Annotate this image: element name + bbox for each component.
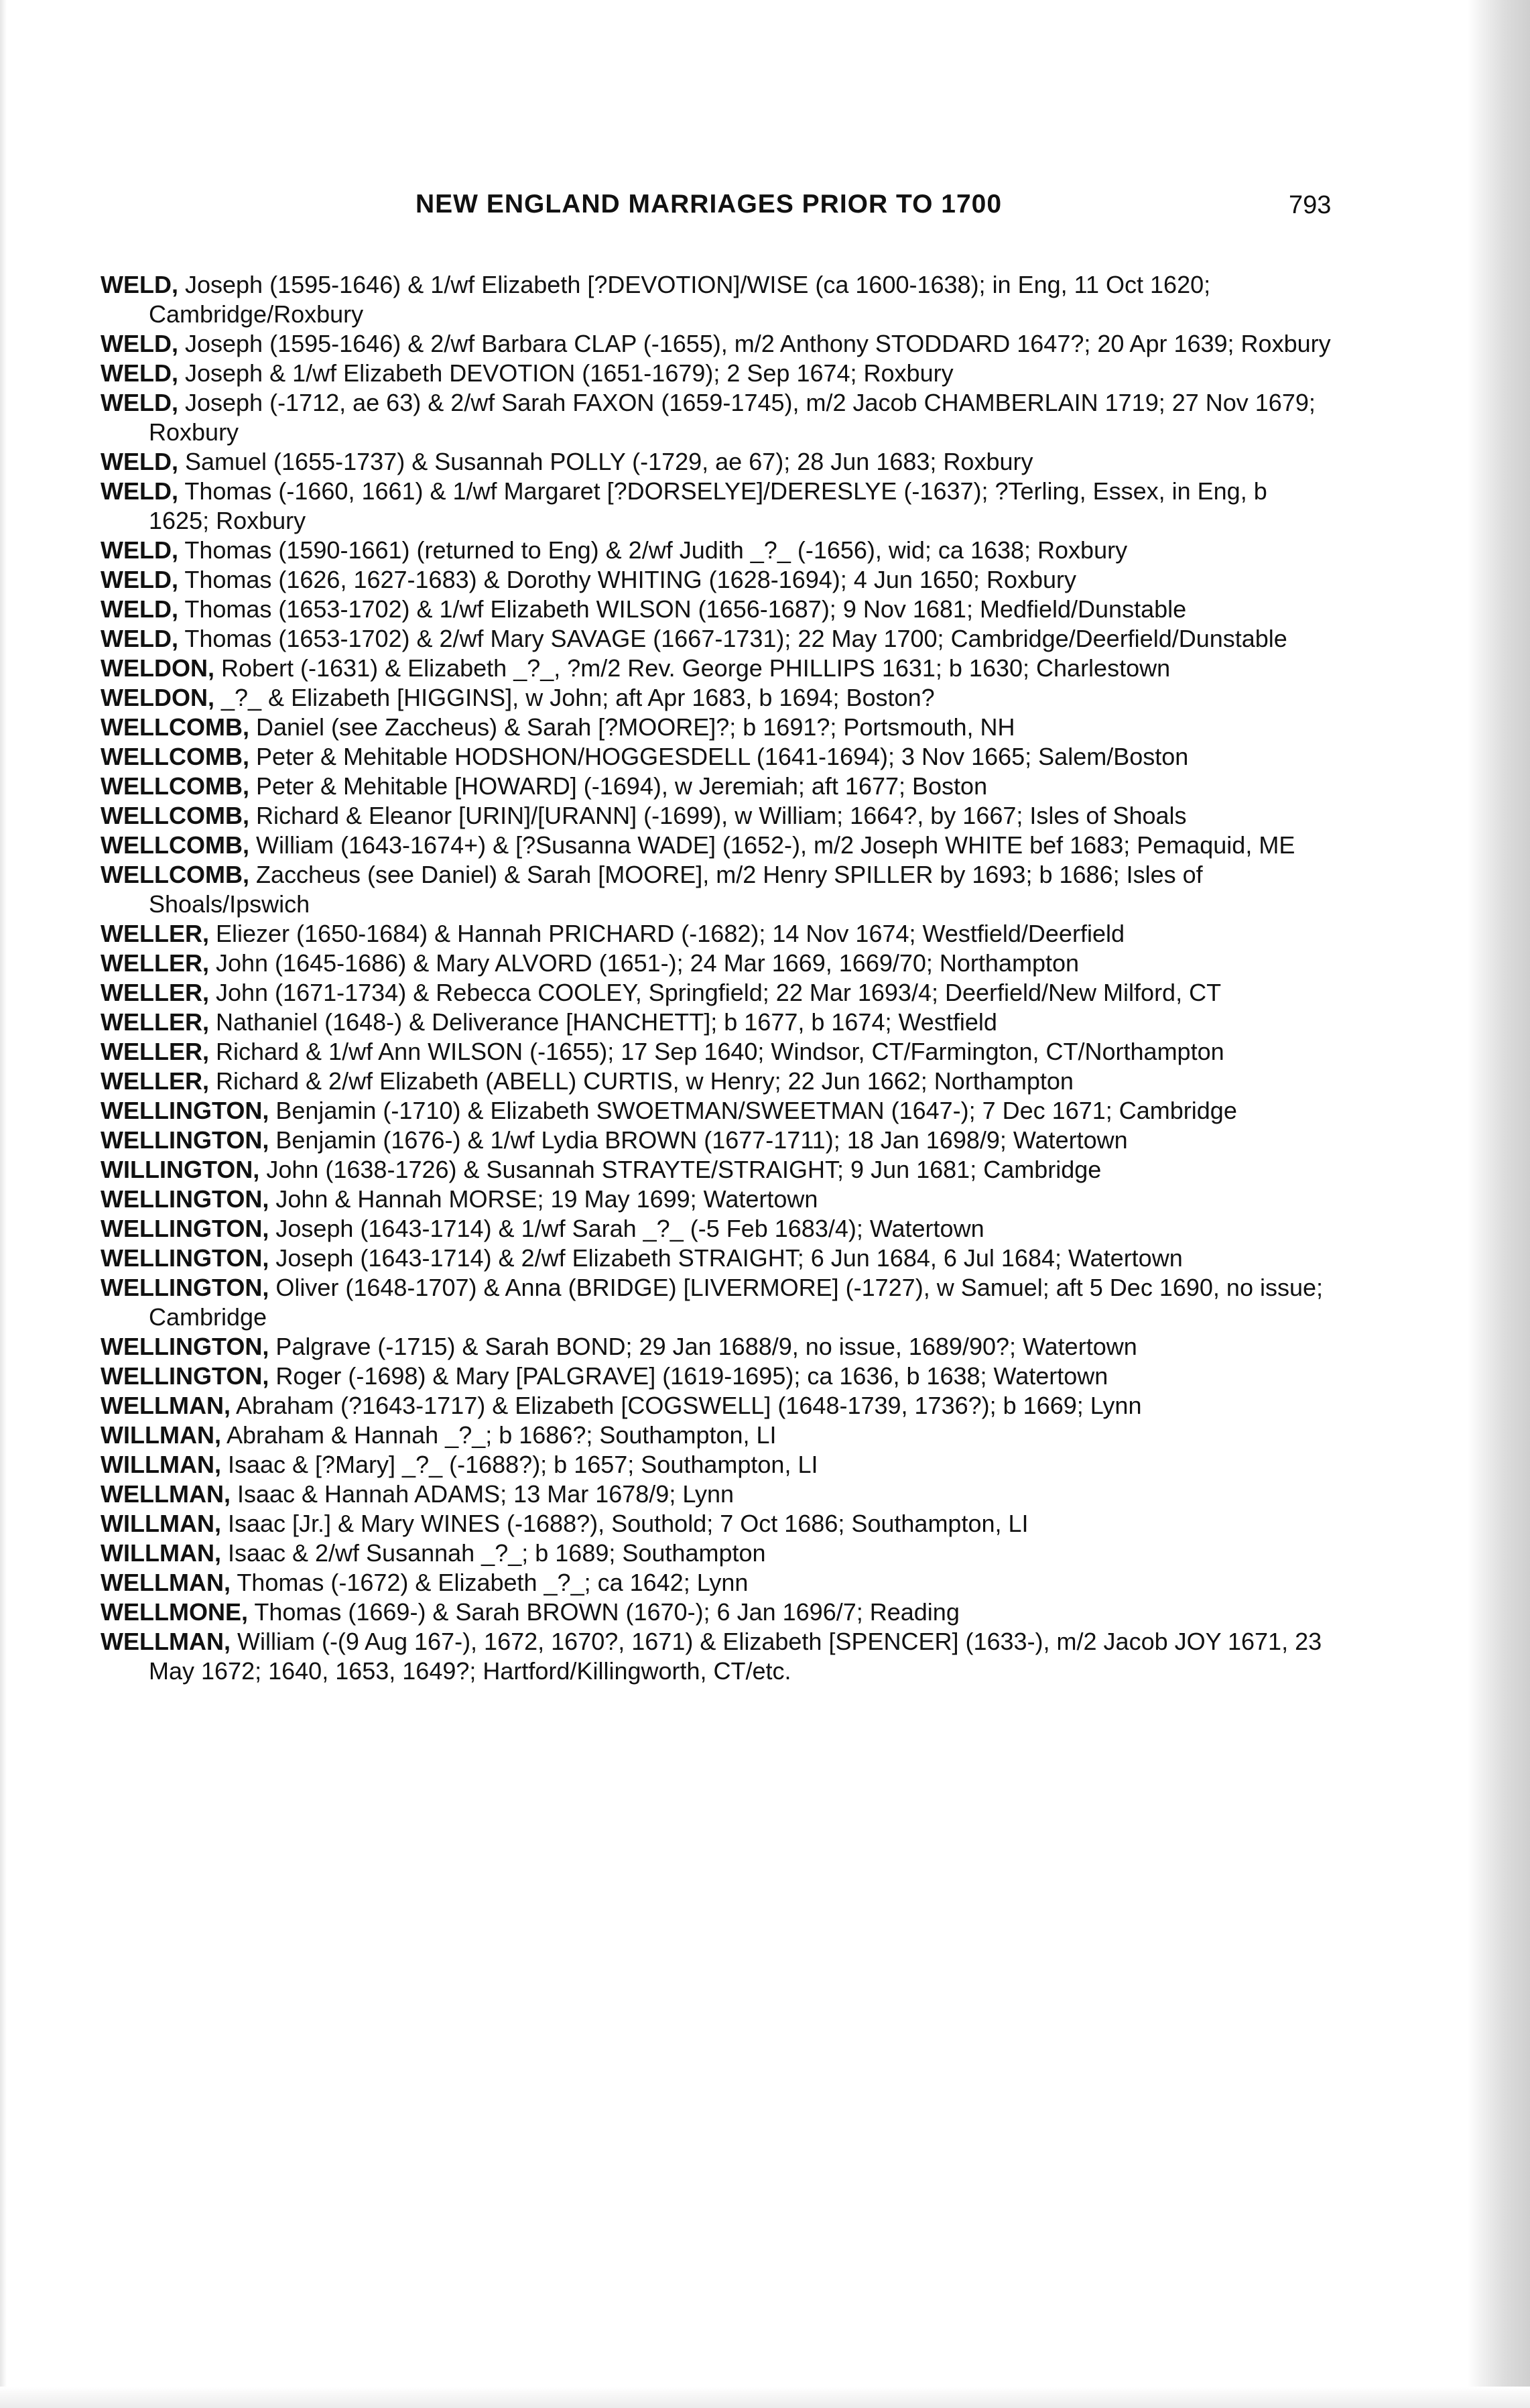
entry-surname: WILLMAN, <box>101 1421 221 1449</box>
marriage-entry <box>101 1568 1332 1598</box>
entry-details: Zaccheus (see Daniel) & Sarah [MOORE], m/2 Henry SPILLER by 1693; b 1686; Isles of Shoals/Ipswich <box>149 861 1203 918</box>
entry-surname: WELLCOMB, <box>101 772 249 800</box>
entry-surname: WELLMAN, <box>101 1569 231 1596</box>
marriage-entry <box>101 595 1332 624</box>
marriage-entry <box>101 1421 1332 1450</box>
marriage-entry <box>101 949 1332 978</box>
marriage-entry <box>101 477 1332 536</box>
entry-details: Benjamin (-1710) & Elizabeth SWOETMAN/SWEETMAN (1647-); 7 Dec 1671; Cambridge <box>269 1097 1237 1124</box>
entry-details: Thomas (1653-1702) & 2/wf Mary SAVAGE (1667-1731); 22 May 1700; Cambridge/Deerfield/Dunstable <box>178 625 1287 652</box>
entry-details: Thomas (1590-1661) (returned to Eng) & 2/wf Judith _?_ (-1656), wid; ca 1638; Roxbury <box>178 536 1128 564</box>
entry-details: Palgrave (-1715) & Sarah BOND; 29 Jan 1688/9, no issue, 1689/90?; Watertown <box>269 1333 1137 1360</box>
marriage-entry <box>101 978 1332 1008</box>
entry-details: Thomas (-1672) & Elizabeth _?_; ca 1642; Lynn <box>230 1569 749 1596</box>
marriage-entry <box>101 1332 1332 1362</box>
running-head-title: NEW ENGLAND MARRIAGES PRIOR TO 1700 <box>416 190 1003 219</box>
marriage-entry <box>101 1037 1332 1067</box>
marriage-entry <box>101 1450 1332 1480</box>
entry-surname: WELLER, <box>101 920 209 947</box>
entry-surname: WELLCOMB, <box>101 831 249 859</box>
entry-details: William (-(9 Aug 167-), 1672, 1670?, 1671) & Elizabeth [SPENCER] (1633-), m/2 Jacob JOY 1671, 23 May 1672; 1640, 1653, 1649?; Hartford/Killingworth, CT/etc. <box>149 1628 1322 1685</box>
entry-surname: WELLCOMB, <box>101 802 249 829</box>
entry-details: Isaac & 2/wf Susannah _?_; b 1689; Southampton <box>220 1539 766 1567</box>
marriage-entry <box>101 801 1332 831</box>
marriage-entry <box>101 683 1332 713</box>
entry-details: Daniel (see Zaccheus) & Sarah [?MOORE]?; b 1691?; Portsmouth, NH <box>249 713 1015 741</box>
marriage-entry <box>101 713 1332 742</box>
entry-surname: WELLINGTON, <box>101 1215 269 1242</box>
entry-details: Isaac [Jr.] & Mary WINES (-1688?), Southold; 7 Oct 1686; Southampton, LI <box>220 1510 1029 1537</box>
entry-surname: WELLCOMB, <box>101 713 249 741</box>
entry-surname: WELD, <box>101 271 178 298</box>
entry-surname: WILLMAN, <box>101 1451 221 1478</box>
entry-details: Oliver (1648-1707) & Anna (BRIDGE) [LIVERMORE] (-1727), w Samuel; aft 5 Dec 1690, no issue; Cambridge <box>149 1274 1324 1331</box>
entry-surname: WELDON, <box>101 684 214 711</box>
marriage-entry <box>101 831 1332 860</box>
marriage-entry <box>101 359 1332 388</box>
entry-details: Isaac & [?Mary] _?_ (-1688?); b 1657; Southampton, LI <box>220 1451 818 1478</box>
entry-details: Peter & Mehitable HODSHON/HOGGESDELL (1641-1694); 3 Nov 1665; Salem/Boston <box>249 743 1189 770</box>
entry-details: Joseph (1643-1714) & 1/wf Sarah _?_ (-5 Feb 1683/4); Watertown <box>269 1215 984 1242</box>
page-number: 793 <box>1289 191 1332 219</box>
marriage-entry <box>101 1067 1332 1096</box>
marriage-entry <box>101 329 1332 359</box>
entry-surname: WELLMAN, <box>101 1628 231 1655</box>
entry-surname: WELLER, <box>101 979 209 1006</box>
entry-details: Roger (-1698) & Mary [PALGRAVE] (1619-1695); ca 1636, b 1638; Watertown <box>269 1362 1108 1390</box>
entry-details: Richard & Eleanor [URIN]/[URANN] (-1699), w William; 1664?, by 1667; Isles of Shoals <box>249 802 1187 829</box>
entry-details: Peter & Mehitable [HOWARD] (-1694), w Jeremiah; aft 1677; Boston <box>249 772 988 800</box>
entry-surname: WELLCOMB, <box>101 861 249 888</box>
marriage-entry <box>101 565 1332 595</box>
marriage-entry <box>101 1214 1332 1244</box>
marriage-entry <box>101 270 1332 329</box>
entry-surname: WELLINGTON, <box>101 1274 269 1301</box>
entry-surname: WELLER, <box>101 1008 209 1036</box>
entry-details: Eliezer (1650-1684) & Hannah PRICHARD (-1682); 14 Nov 1674; Westfield/Deerfield <box>208 920 1125 947</box>
marriage-entry <box>101 536 1332 565</box>
marriage-entry-list <box>101 270 1332 1686</box>
marriage-entry <box>101 1627 1332 1686</box>
marriage-entry <box>101 860 1332 919</box>
entry-details: Joseph (-1712, ae 63) & 2/wf Sarah FAXON (1659-1745), m/2 Jacob CHAMBERLAIN 1719; 27 Nov 1679; Roxbury <box>149 389 1316 446</box>
marriage-entry <box>101 1096 1332 1126</box>
marriage-entry <box>101 1155 1332 1185</box>
entry-surname: WELD, <box>101 536 178 564</box>
entry-surname: WELLMONE, <box>101 1598 248 1626</box>
entry-details: Richard & 2/wf Elizabeth (ABELL) CURTIS, w Henry; 22 Jun 1662; Northampton <box>208 1067 1074 1095</box>
entry-surname: WILLMAN, <box>101 1510 221 1537</box>
entry-details: John & Hannah MORSE; 19 May 1699; Watertown <box>269 1185 818 1213</box>
entry-details: Robert (-1631) & Elizabeth _?_, ?m/2 Rev. George PHILLIPS 1631; b 1630; Charlestown <box>214 654 1171 682</box>
entry-surname: WELLINGTON, <box>101 1126 269 1154</box>
marriage-entry <box>101 1008 1332 1037</box>
entry-details: Thomas (1626, 1627-1683) & Dorothy WHITING (1628-1694); 4 Jun 1650; Roxbury <box>178 566 1076 593</box>
entry-surname: WELLINGTON, <box>101 1185 269 1213</box>
marriage-entry <box>101 1598 1332 1627</box>
marriage-entry <box>101 772 1332 801</box>
entry-surname: WELD, <box>101 566 178 593</box>
entry-details: Thomas (1669-) & Sarah BROWN (1670-); 6 Jan 1696/7; Reading <box>247 1598 960 1626</box>
entry-details: Richard & 1/wf Ann WILSON (-1655); 17 Sep 1640; Windsor, CT/Farmington, CT/Northampton <box>208 1038 1224 1065</box>
entry-details: John (1645-1686) & Mary ALVORD (1651-); 24 Mar 1669, 1669/70; Northampton <box>208 949 1080 977</box>
entry-details: Abraham & Hannah _?_; b 1686?; Southampton, LI <box>220 1421 777 1449</box>
entry-surname: WELLCOMB, <box>101 743 249 770</box>
marriage-entry <box>101 1244 1332 1273</box>
entry-surname: WELD, <box>101 595 178 623</box>
entry-details: Joseph (1595-1646) & 2/wf Barbara CLAP (-1655), m/2 Anthony STODDARD 1647?; 20 Apr 1639; Roxbury <box>178 330 1331 357</box>
entry-surname: WILLINGTON, <box>101 1156 260 1183</box>
entry-surname: WELD, <box>101 359 178 387</box>
entry-surname: WELDON, <box>101 654 214 682</box>
entry-surname: WILLMAN, <box>101 1539 221 1567</box>
entry-details: John (1638-1726) & Susannah STRAYTE/STRAIGHT; 9 Jun 1681; Cambridge <box>259 1156 1102 1183</box>
scan-left-edge <box>0 0 7 2408</box>
entry-details: Samuel (1655-1737) & Susannah POLLY (-1729, ae 67); 28 Jun 1683; Roxbury <box>178 448 1033 475</box>
marriage-entry <box>101 447 1332 477</box>
scan-bottom-edge <box>0 2387 1530 2408</box>
entry-surname: WELLINGTON, <box>101 1244 269 1272</box>
entry-surname: WELD, <box>101 477 178 505</box>
marriage-entry <box>101 1362 1332 1391</box>
entry-details: Benjamin (1676-) & 1/wf Lydia BROWN (1677-1711); 18 Jan 1698/9; Watertown <box>269 1126 1128 1154</box>
entry-details: Joseph (1643-1714) & 2/wf Elizabeth STRAIGHT; 6 Jun 1684, 6 Jul 1684; Watertown <box>269 1244 1183 1272</box>
entry-details: Abraham (?1643-1717) & Elizabeth [COGSWELL] (1648-1739, 1736?); b 1669; Lynn <box>230 1392 1142 1419</box>
scan-right-shadow <box>1468 0 1530 2408</box>
entry-surname: WELLMAN, <box>101 1392 231 1419</box>
marriage-entry <box>101 1185 1332 1214</box>
marriage-entry <box>101 1539 1332 1568</box>
entry-details: Joseph & 1/wf Elizabeth DEVOTION (1651-1679); 2 Sep 1674; Roxbury <box>178 359 954 387</box>
entry-surname: WELD, <box>101 448 178 475</box>
entry-details: John (1671-1734) & Rebecca COOLEY, Springfield; 22 Mar 1693/4; Deerfield/New Milford, CT <box>208 979 1222 1006</box>
entry-details: Thomas (1653-1702) & 1/wf Elizabeth WILSON (1656-1687); 9 Nov 1681; Medfield/Dunstable <box>178 595 1187 623</box>
entry-surname: WELLMAN, <box>101 1480 231 1508</box>
entry-details: _?_ & Elizabeth [HIGGINS], w John; aft Apr 1683, b 1694; Boston? <box>214 684 935 711</box>
entry-details: Isaac & Hannah ADAMS; 13 Mar 1678/9; Lynn <box>230 1480 735 1508</box>
entry-surname: WELLER, <box>101 1038 209 1065</box>
marriage-entry <box>101 919 1332 949</box>
marriage-entry <box>101 1480 1332 1509</box>
entry-details: Joseph (1595-1646) & 1/wf Elizabeth [?DEVOTION]/WISE (ca 1600-1638); in Eng, 11 Oct 1620; Cambridge/Roxbury <box>149 271 1211 328</box>
marriage-entry <box>101 1509 1332 1539</box>
marriage-entry <box>101 1126 1332 1155</box>
marriage-entry <box>101 654 1332 683</box>
marriage-entry <box>101 742 1332 772</box>
marriage-entry <box>101 1273 1332 1332</box>
entry-surname: WELLINGTON, <box>101 1097 269 1124</box>
marriage-entry <box>101 624 1332 654</box>
entry-surname: WELLINGTON, <box>101 1333 269 1360</box>
entry-details: William (1643-1674+) & [?Susanna WADE] (1652-), m/2 Joseph WHITE bef 1683; Pemaquid, ME <box>249 831 1295 859</box>
entry-surname: WELLER, <box>101 1067 209 1095</box>
marriage-entry <box>101 1391 1332 1421</box>
entry-surname: WELD, <box>101 625 178 652</box>
entry-details: Nathaniel (1648-) & Deliverance [HANCHETT]; b 1677, b 1674; Westfield <box>208 1008 997 1036</box>
entry-surname: WELLER, <box>101 949 209 977</box>
entry-surname: WELD, <box>101 330 178 357</box>
entry-surname: WELD, <box>101 389 178 416</box>
entry-surname: WELLINGTON, <box>101 1362 269 1390</box>
marriage-entry <box>101 388 1332 447</box>
entry-details: Thomas (-1660, 1661) & 1/wf Margaret [?DORSELYE]/DERESLYE (-1637); ?Terling, Essex, in Eng, b 1625; Roxbury <box>149 477 1267 534</box>
